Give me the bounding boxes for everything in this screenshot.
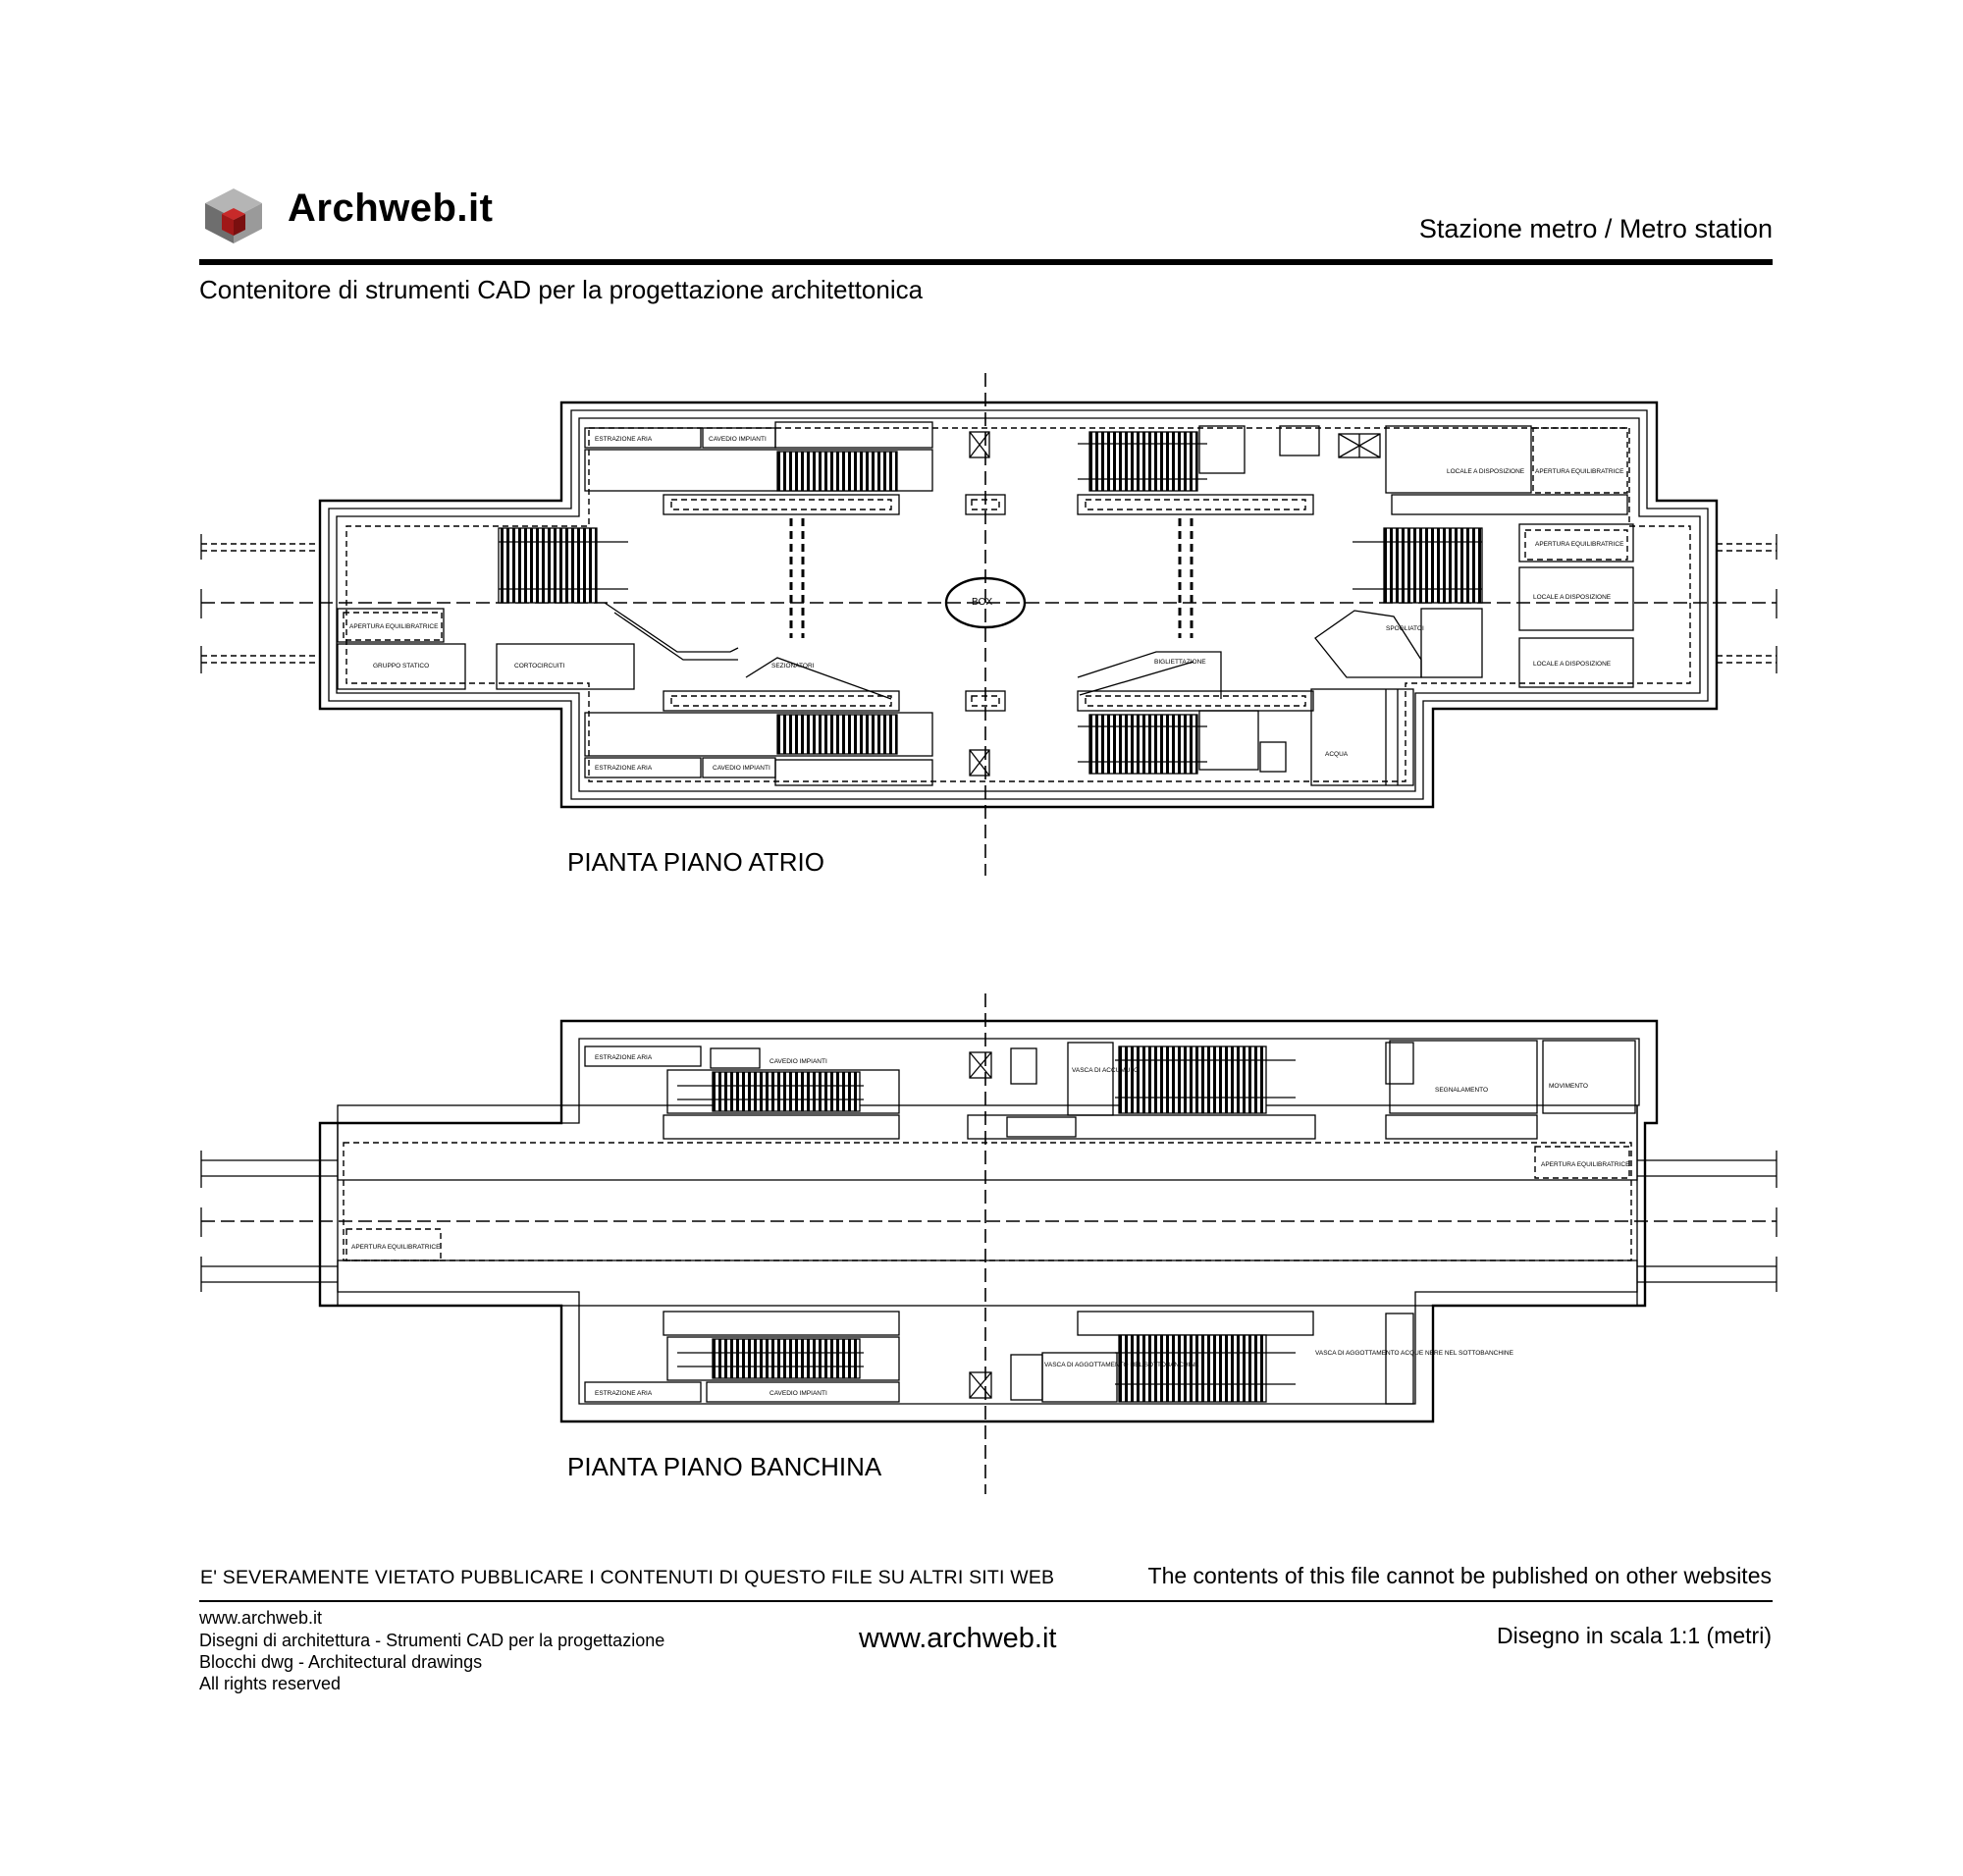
room-label-banchina-rooms-apertura-equilibratrice-right: APERTURA EQUILIBRATRICE: [1541, 1161, 1630, 1168]
room-label-atrio-rooms-cavedio-impianti-top: CAVEDIO IMPIANTI: [709, 436, 767, 443]
plan-title-banchina: PIANTA PIANO BANCHINA: [567, 1452, 882, 1481]
footer-line-rights: All rights reserved: [199, 1674, 342, 1693]
footer-line-drawings: Disegni di architettura - Strumenti CAD per la progettazione: [199, 1631, 665, 1650]
copyright-warning-italian: E' SEVERAMENTE VIETATO PUBBLICARE I CONTENUTI DI QUESTO FILE SU ALTRI SITI WEB: [200, 1567, 1055, 1588]
room-label-banchina-rooms-cavedio-impianti-bottom: CAVEDIO IMPIANTI: [769, 1390, 827, 1397]
room-label-atrio-rooms-acqua: ACQUA: [1325, 751, 1349, 758]
room-label-atrio-rooms-bigliettazione: BIGLIETTAZIONE: [1154, 659, 1206, 666]
plan-title-atrio: PIANTA PIANO ATRIO: [567, 847, 824, 877]
room-label-atrio-rooms-apertura-equilibratrice-1: APERTURA EQUILIBRATRICE: [1535, 468, 1624, 475]
footer-center-url: www.archweb.it: [859, 1623, 1057, 1654]
tagline: Contenitore di strumenti CAD per la progettazione architettonica: [199, 275, 924, 304]
logo-text: Archweb.it: [288, 187, 494, 230]
room-label-atrio-rooms-spogliatoi: SPOGLIATOI: [1386, 625, 1424, 632]
room-label-atrio-rooms-gruppo-statico: GRUPPO STATICO: [373, 663, 430, 670]
room-label-atrio-rooms-apertura-equilibratrice-2: APERTURA EQUILIBRATRICE: [1535, 541, 1624, 548]
room-label-banchina-rooms-apertura-equilibratrice-left: APERTURA EQUILIBRATRICE: [351, 1244, 441, 1251]
section-title: Stazione metro / Metro station: [1418, 214, 1773, 243]
footer-line-blocks: Blocchi dwg - Architectural drawings: [199, 1652, 483, 1672]
room-label-atrio-rooms-estrazione-aria-top: ESTRAZIONE ARIA: [595, 436, 653, 443]
plan-atrio: [201, 373, 1777, 876]
room-label-atrio-rooms-locale-a-disposizione-2: LOCALE A DISPOSIZIONE: [1533, 594, 1612, 601]
room-label-atrio-rooms-cortocircuiti: CORTOCIRCUITI: [514, 663, 565, 670]
room-label-atrio-rooms-locale-a-disposizione-1: LOCALE A DISPOSIZIONE: [1447, 468, 1525, 475]
footer-line-website: www.archweb.it: [199, 1608, 323, 1628]
room-label-atrio-rooms-cavedio-impianti-bottom: CAVEDIO IMPIANTI: [713, 765, 770, 772]
room-label-banchina-rooms-estrazione-aria-top: ESTRAZIONE ARIA: [595, 1054, 653, 1061]
room-label-atrio-rooms-locale-a-disposizione-3: LOCALE A DISPOSIZIONE: [1533, 661, 1612, 668]
room-label-banchina-rooms-estrazione-aria-bottom: ESTRAZIONE ARIA: [595, 1390, 653, 1397]
room-label-atrio-rooms-estrazione-aria-bottom: ESTRAZIONE ARIA: [595, 765, 653, 772]
copyright-warning-english: The contents of this file cannot be published on other websites: [1147, 1563, 1772, 1588]
room-label-atrio-rooms-sezionatori: SEZIONATORI: [771, 663, 815, 670]
scale-note: Disegno in scala 1:1 (metri): [1497, 1623, 1772, 1648]
room-label-banchina-rooms-vasca-aggottamento-acque-nere: VASCA DI AGGOTTAMENTO ACQUE NERE NEL SOTTOBANCHINE: [1315, 1350, 1513, 1357]
room-label-banchina-rooms-vasca-aggottamento-sottobanchine: VASCA DI AGGOTTAMENTO NEL SOTTOBANCHINE: [1044, 1362, 1199, 1368]
footer-divider: [199, 1600, 1773, 1602]
plan-banchina: [201, 993, 1777, 1494]
room-label-atrio-rooms-box: BOX: [972, 597, 993, 608]
room-label-banchina-rooms-segnalamento: SEGNALAMENTO: [1435, 1087, 1489, 1094]
room-label-banchina-rooms-cavedio-impianti-top: CAVEDIO IMPIANTI: [769, 1058, 827, 1065]
room-label-banchina-rooms-vasca-di-accumulo: VASCA DI ACCUMULO: [1072, 1067, 1140, 1074]
room-label-atrio-rooms-apertura-equilibratrice-left: APERTURA EQUILIBRATRICE: [349, 623, 439, 630]
room-label-banchina-rooms-movimento: MOVIMENTO: [1549, 1083, 1588, 1090]
